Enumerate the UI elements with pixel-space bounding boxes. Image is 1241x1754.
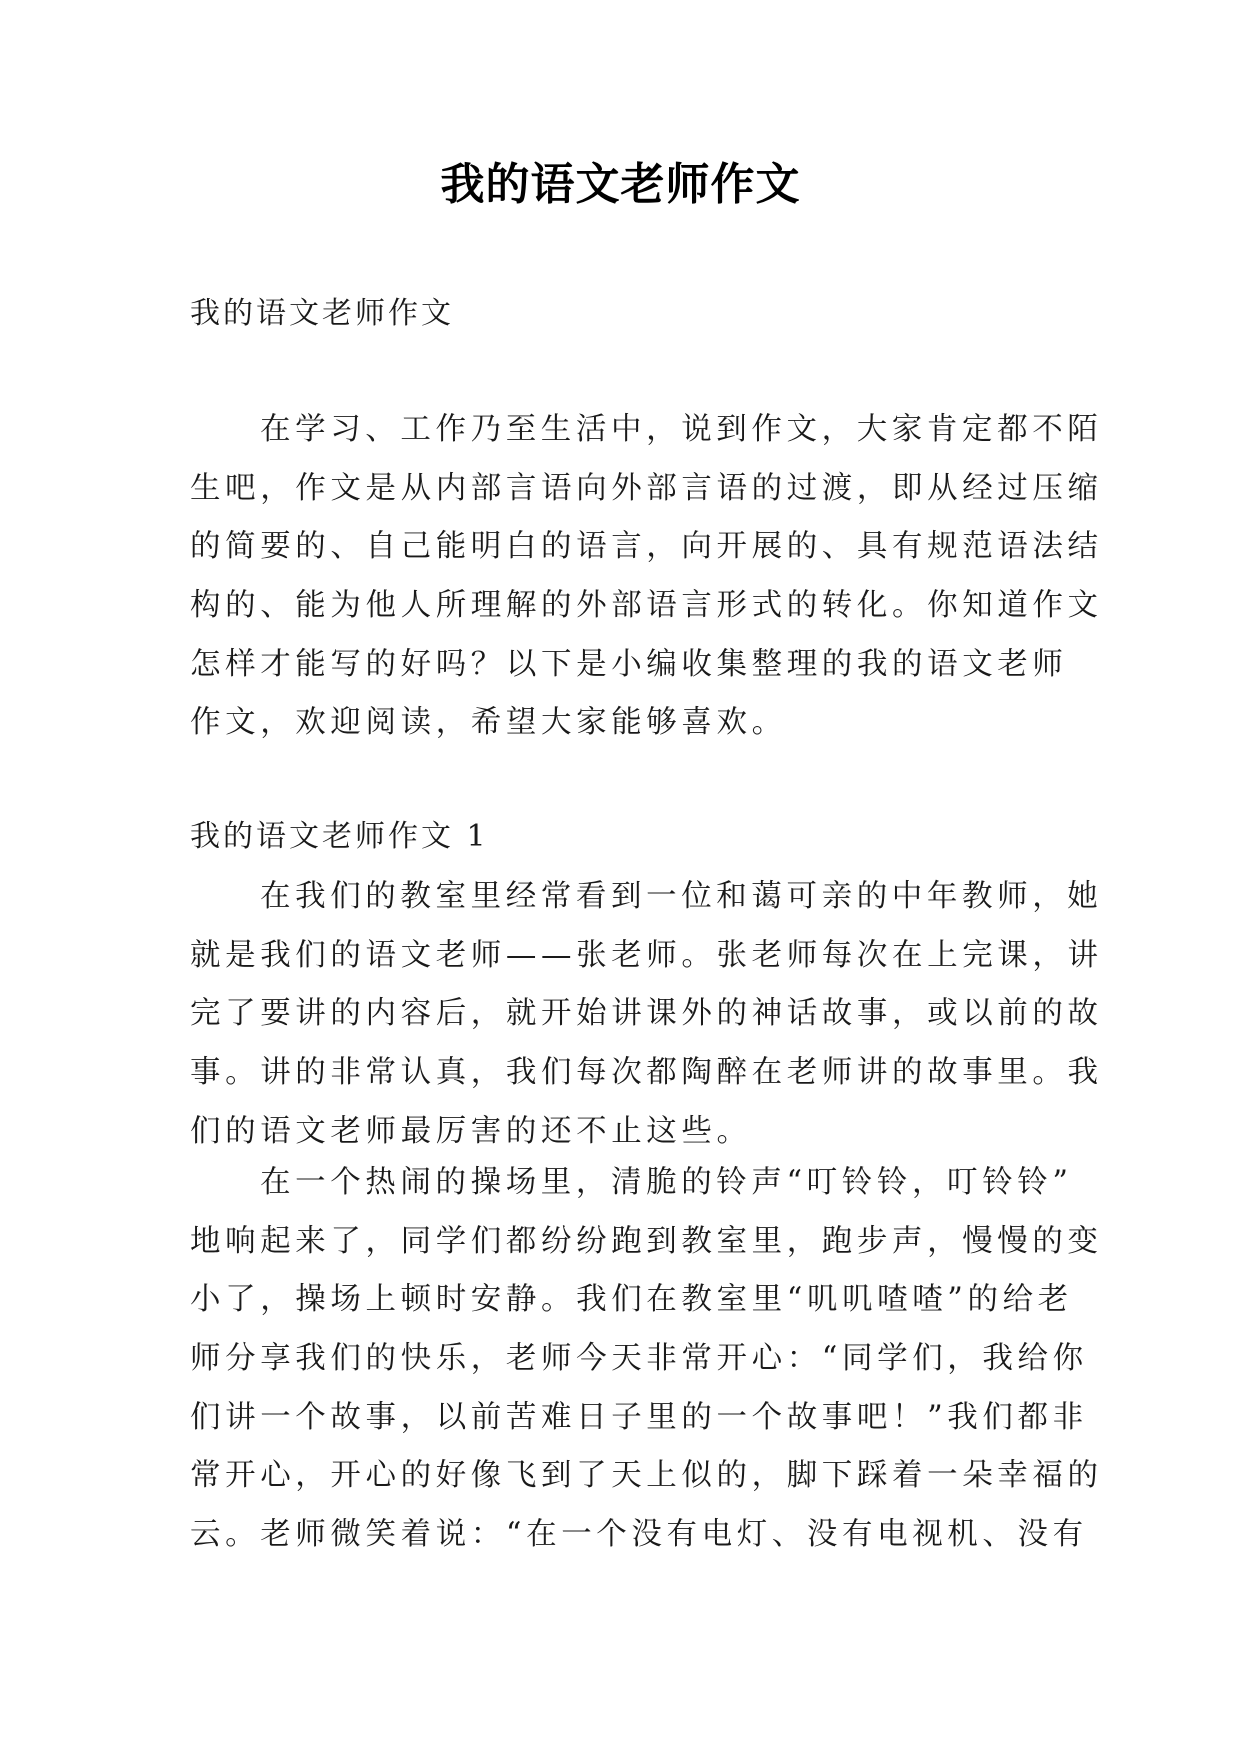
paragraph-line: 云。老师微笑着说：“在一个没有电灯、没有电视机、没有 (190, 1517, 1088, 1553)
paragraph-line: 在我们的教室里经常看到一位和蔼可亲的中年教师，她 (260, 879, 1103, 914)
paragraph-line: 们的语文老师最厉害的还不止这些。 (190, 1113, 752, 1149)
paragraph-line: 地响起来了，同学们都纷纷跑到教室里，跑步声，慢慢的变 (190, 1223, 1103, 1259)
body-paragraph-2 (190, 1154, 1103, 1565)
paragraph-line: 常开心，开心的好像飞到了天上似的，脚下踩着一朵幸福的 (190, 1458, 1103, 1494)
paragraph-line: 的简要的、自己能明白的语言，向开展的、具有规范语法结 (190, 529, 1103, 565)
document-subtitle: 我的语文老师作文 (190, 296, 454, 331)
paragraph-line: 完了要讲的内容后，就开始讲课外的神话故事，或以前的故 (190, 996, 1103, 1032)
paragraph-line: 就是我们的语文老师——张老师。张老师每次在上完课，讲 (190, 937, 1103, 973)
paragraph-line: 们讲一个故事，以前苦难日子里的一个故事吧！”我们都非 (190, 1399, 1088, 1435)
document-title: 我的语文老师作文 (440, 159, 801, 210)
paragraph-line: 师分享我们的快乐，老师今天非常开心：“同学们，我给你 (190, 1341, 1088, 1377)
body-paragraph-1 (190, 868, 1103, 1161)
paragraph-line: 怎样才能写的好吗？以下是小编收集整理的我的语文老师 (190, 646, 1068, 682)
intro-paragraph (190, 401, 1103, 753)
paragraph-line: 在一个热闹的操场里，清脆的铃声“叮铃铃，叮铃铃” (260, 1165, 1073, 1200)
paragraph-line: 事。讲的非常认真，我们每次都陶醉在老师讲的故事里。我 (190, 1055, 1103, 1091)
paragraph-line: 构的、能为他人所理解的外部语言形式的转化。你知道作文 (190, 588, 1103, 624)
section-heading: 我的语文老师作文 1 (190, 819, 489, 854)
paragraph-line: 作文，欢迎阅读，希望大家能够喜欢。 (190, 705, 787, 741)
paragraph-line: 在学习、工作乃至生活中，说到作文，大家肯定都不陌 (260, 412, 1103, 447)
paragraph-line: 生吧，作文是从内部言语向外部言语的过渡，即从经过压缩 (190, 470, 1103, 506)
paragraph-line: 小了，操场上顿时安静。我们在教室里“叽叽喳喳”的给老 (190, 1282, 1073, 1318)
